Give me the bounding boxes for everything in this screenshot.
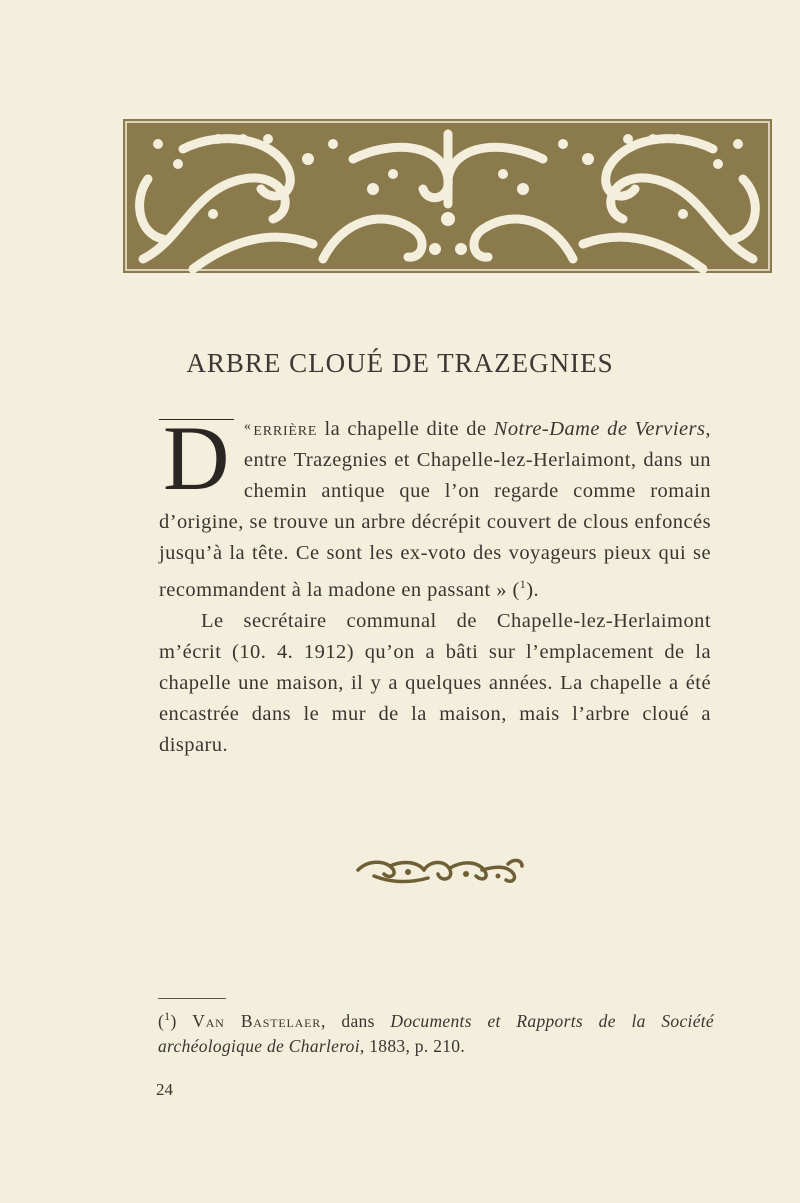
footnote-text-1: , dans	[321, 1010, 391, 1031]
open-quote: «	[243, 419, 252, 434]
footnote-author: Van Bastelaer	[192, 1010, 322, 1031]
footnote-open-paren: (	[158, 1010, 165, 1031]
footnote-mark: 1	[164, 1009, 171, 1023]
footnote	[158, 1004, 714, 1059]
footnote-close-paren: )	[170, 1010, 193, 1031]
text-run-3: ).	[526, 578, 540, 601]
swirl-banner-icon	[123, 119, 772, 273]
paragraph-2: Le secrétaire communal de Chapelle-lez-Herlaimont m’écrit (10. 4. 1912) qu’on a bâti sur l’emplacement de la chapelle une maison, il y a quelques années. La chapelle a été encastrée dans le mur de la maison, mais l’arbre cloué a disparu.	[159, 609, 711, 756]
scroll-ornament-icon	[354, 856, 526, 886]
footnote-reference: 1	[519, 577, 527, 591]
page-title: ARBRE CLOUÉ DE TRAZEGNIES	[186, 348, 614, 378]
paragraph-1	[159, 407, 711, 606]
tailpiece-ornament	[354, 856, 526, 886]
header-ornament-banner	[123, 119, 772, 273]
italic-title: Notre-Dame de Verviers	[493, 418, 706, 440]
smallcaps-opening: errière	[253, 418, 318, 440]
drop-cap: D	[159, 419, 234, 496]
text-run-1: la chapelle dite de	[317, 418, 494, 440]
body-text	[159, 407, 711, 761]
footnote-publication: Documents et Rapports de la Société archéologique de Charleroi	[158, 1010, 714, 1056]
footnote-text-2: , 1883, p. 210.	[359, 1035, 466, 1056]
text-run-2: , entre Trazegnies et Chapelle-lez-Herlaimont, dans un chemin antique que l’on regarde comme romain d’origine, se trouve un arbre décrépit couvert de clous enfoncés jusqu’à la tête. Ce sont les ex-voto des voyageurs pieux qui se recommandent à la madone en passant » (	[159, 418, 711, 601]
page-number: 24	[156, 1080, 173, 1099]
footnote-rule	[158, 998, 226, 999]
